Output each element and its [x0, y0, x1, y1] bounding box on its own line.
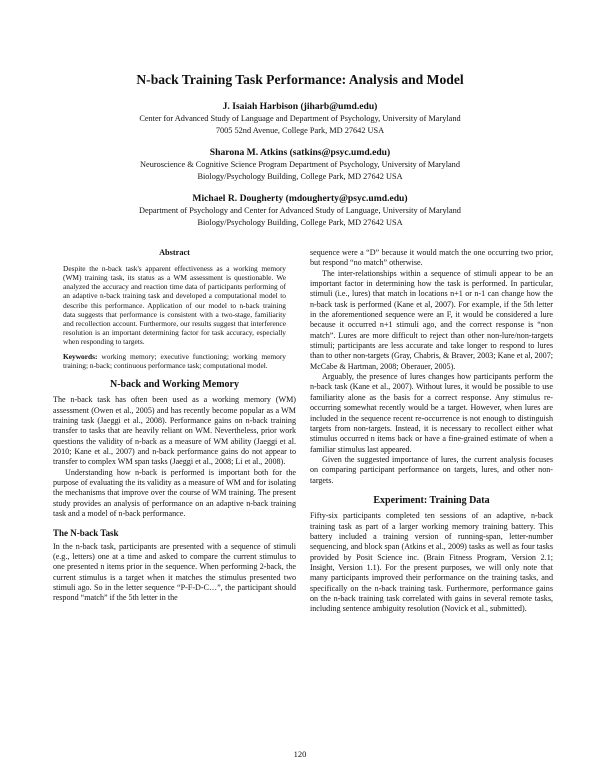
author-2 [60, 146, 540, 182]
section-heading: Experiment: Training Data [373, 494, 490, 506]
author-name: J. Isaiah Harbison (jiharb@umd.edu) [222, 101, 378, 112]
author-affiliation: Department of Psychology and Center for Advanced Study of Language, University of Maryland [139, 206, 461, 215]
abstract-heading: Abstract [159, 248, 190, 257]
subsection-heading: The N-back Task [53, 528, 119, 539]
author-affiliation: Center for Advanced Study of Language and Department of Psychology, University of Maryland [139, 114, 461, 123]
paragraph: sequence were a “D” because it would match the one occurring two prior, but respond “no match” otherwise. [310, 248, 553, 268]
paragraph: Given the suggested importance of lures, the current analysis focuses on comparing participant performance on targets, lures, and other non-targets. [310, 454, 553, 485]
paragraph: Understanding how n-back is performed is important both for the purpose of evaluating the its validity as a measure of WM and for isolating the mechanisms that improve over the course of WM training. The present study provides an analysis of performance on an adaptive n-back training task and a model of n-back performance. [53, 467, 296, 518]
right-column [310, 248, 553, 615]
paragraph: Arguably, the presence of lures changes how participants perform the n-back task (Kane et al., 2007). Without lures, it would be possible to use familiarity alone as the basis for a correct response. Any stimulus re-occurring somewhat recently would be a target. However, when lures are included in the sequence recent re-occurrence is not enough to distinguish targets from non-targets. Instead, it is necessary to recollect either what stimulus occurred n items back or have a fine-grained estimate of when a familiar stimulus last appeared. [310, 372, 553, 454]
paragraph: The n-back task has often been used as a working memory (WM) assessment (Owen et al., 2005) and has recently become popular as a WM training task (Jaeggi et al., 2008). Performance gains on n-back training transfer to tasks that are heavily reliant on WM. Nevertheless, prior work questions the validity of n-back as a measure of WM ability (Jaeggi et al. 2010; Kane et al., 2007) and n-back performance gains do not appear to transfer to complex WM span tasks (Jaeggi et al., 2008; Li et al., 2008). [53, 395, 296, 467]
keywords-text: working memory; executive functioning; working memory training; n-back; continuous performance task; computational model. [63, 351, 286, 370]
author-name: Sharona M. Atkins (satkins@psyc.umd.edu) [209, 147, 391, 158]
keywords [63, 352, 286, 370]
author-name: Michael R. Dougherty (mdougherty@psyc.umd.edu) [192, 193, 408, 204]
abstract [53, 264, 296, 370]
section-heading: N-back and Working Memory [110, 378, 239, 390]
paragraph: In the n-back task, participants are presented with a sequence of stimuli (e.g., letters) one at a time and asked to compare the current stimulus to one presented n items prior in the sequence. When performing 2-back, the current stimulus is a target when it matches the stimulus presented two stimuli ago. So in the letter sequence “P-F-D-C…”, the participant should respond “match” if the 5th letter in the [53, 541, 296, 603]
keywords-label: Keywords: [63, 351, 98, 361]
paragraph: The inter-relationships within a sequence of stimuli appear to be an important factor in determining how the task is performed. In particular, stimuli (i.e., lures) that match in locations n+1 or n-1 can change how the n-back task is performed (Kane et al, 2007). For example, if the 5th letter in the aforementioned sequence were an F, it would be considered a lure because it occurred n+1 stimuli ago, and the correct response is “non match”. Lures are more difficult to reject than other non-lure/non-targets stimuli; participants are less accurate and take longer to respond to lures than to other non-targets (Gray, Chabris, & Braver, 2003; Kane et al, 2007; McCabe & Hartman, 2008; Oberauer, 2005). [310, 268, 553, 371]
author-address: Biology/Psychology Building, College Park, MD 27642 USA [197, 217, 403, 227]
abstract-text: Despite the n-back task's apparent effectiveness as a working memory (WM) training task, its status as a WM assessment is questionable. We analyzed the accuracy and reaction time data of participants performing of an adaptive n-back training task and developed a computational model to describe this performance. Application of our model to n-back training data suggests that performance is consistent with a two-stage, familiarity and recollection account. Furthermore, our results suggest that interference resolution is an important determining factor for task accuracy, especially when responding to targets. [63, 264, 286, 346]
author-address: 7005 52nd Avenue, College Park, MD 27642 USA [215, 125, 385, 135]
paper-title: N-back Training Task Performance: Analysis and Model [136, 72, 464, 87]
left-column [53, 248, 296, 604]
author-3 [60, 192, 540, 228]
author-affiliation: Neuroscience & Cognitive Science Program Department of Psychology, University of Maryland [140, 160, 460, 169]
page-number: 120 [293, 749, 307, 759]
author-address: Biology/Psychology Building, College Park, MD 27642 USA [197, 171, 403, 181]
author-1 [60, 100, 540, 136]
paragraph: Fifty-six participants completed ten sessions of an adaptive, n-back training task as part of a larger working memory training battery. This battery included a training version of running-span, letter-number sequencing, and block span (Atkins et al., 2009) tasks as well as four tasks provided by Posit Science inc. (Brain Fitness Program, Version 2.1; Insight, Version 1.1). For the present purposes, we will only note that many participants improved their performance on the training tasks, and specifically on the n-back training task. Furthermore, performance gains on the n-back training task correlated with gains in several remote tasks, including sentence ambiguity resolution (Novick et al., submitted). [310, 511, 553, 614]
